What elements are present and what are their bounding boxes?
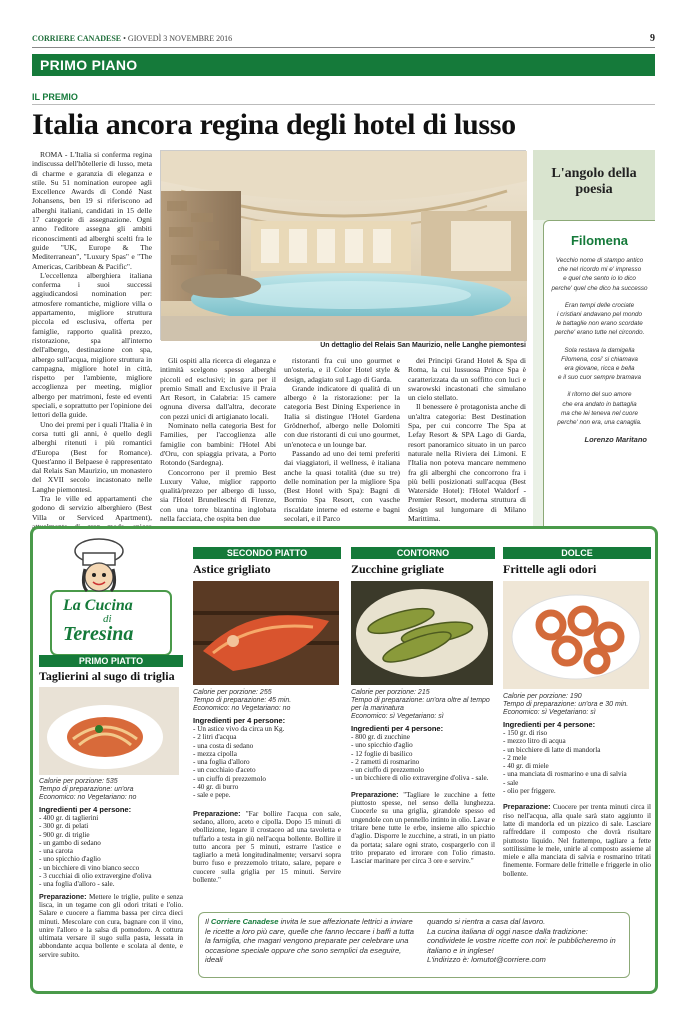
poem-author: Lorenzo Maritano xyxy=(584,435,647,445)
invitation-brand: Corriere Canadese xyxy=(210,917,279,926)
recipe-invitation-note xyxy=(198,912,630,978)
photo-caption: Un dettaglio del Relais San Maurizio, nelle Langhe piemontesi xyxy=(320,342,526,349)
invitation-body: invita le sue affezionate lettrici a inviare le ricette a loro più care, quelle che fanno leccare i baffi a tutta la famiglia, che magari vengono preparate per celebrare una occasione speciale oppure che sono semplici da eseguire, ideali xyxy=(205,917,414,965)
lobster-photo xyxy=(193,581,339,685)
article-paragraph: Tra le ville ed appartamenti che godono di servizio alberghiero (Best Villa or Serviced Apartment), xyxy=(32,493,152,522)
preparation-label: Preparazione: xyxy=(351,789,399,799)
section-title: PRIMO PIANO xyxy=(40,57,138,73)
preparation-text: "Far bollire l'acqua con sale, sedano, alloro, aceto e cipolla. Dopo 15 minuti di ebollizione, legare il crostaceo ad una tavoletta e tuffarlo a testa in giù nell'acqua bollente. Bollire il tutto ancora per 5 minuti, estrarre l'astice e tagliarlo a metà longitudinalmente; versarvi sopra burro fuso e prezzemolo tritato, salare, pepare e cuocere sulla griglia per 15 minuti. Servire bollente." xyxy=(193,809,341,885)
recipe-tag: DOLCE xyxy=(503,547,651,559)
recipe-meta: Calorie per porzione: 190 Tempo di preparazione: un'ora e 30 min. Economico: sì Vegetariano: sì xyxy=(503,693,629,716)
preparation xyxy=(503,803,651,878)
recipe-title: Zucchine grigliate xyxy=(351,562,444,576)
article-paragraph: ROMA - L'Italia si conferma regina indiscussa dell'hôtellerie di lusso, meta di charme e garanzia di eleganza e stile. Su 51 nomination europee agli Excellence Awards di Condé Nast Johansens, ben 19 si riferiscono ad alberghi italiani, candidati in 15 delle 17 categorie di assegnazione. Ogni anno l'editore assegna gli ambiti riconoscimenti ad alberghi scelti fra le guide "UK, Europe & The Mediterranean", "Luxury Spas" e "The Americas, Caribbean & Pacific". xyxy=(32,150,152,271)
poetry-corner xyxy=(533,150,655,550)
article-paragraph: Uno dei premi per i quali l'Italia è in corsa tutti gli anni, è quello degli alberghi ritenuti i più romantici d'Europa (Best for Romance). Quest'anno il Belpaese è rappresentato dal Relais San Maurizio, un monastero del XVII secolo incastonato nelle Langhe piemontesi. xyxy=(32,419,152,494)
kicker-rule xyxy=(32,104,655,105)
issue-date: • GIOVEDÌ 3 NOVEMBRE 2016 xyxy=(123,34,233,43)
preparation xyxy=(193,810,341,885)
recipe-meta: Calorie per porzione: 215 Tempo di preparazione: un'ora oltre al tempo per la marinatura Economico: sì Vegetariano: sì xyxy=(351,689,490,720)
poem-stanza: il ritorno del suo amore che era andato in battaglia ma che lei teneva nel cuore perche' non era, una canaglia. xyxy=(557,391,642,427)
preparation-text: Cuocere per trenta minuti circa il riso nell'acqua, alla quale sarà stato aggiunto il latte di mandorla ed un pizzico di sale. Lasciare raffreddare il composto che dovrà risultare piuttosto liquido. Nel frattempo, tagliare a fette sottilissime le mele, unirle al composto assieme al miele e alla manciata di salvia e rosmarino tritati finemente. Formare delle frittelle e friggerle in olio bollente. xyxy=(503,803,651,878)
recipe-tag: CONTORNO xyxy=(351,547,495,559)
recipe-title: Frittelle agli odori xyxy=(503,562,597,576)
ingredients-title: Ingredienti per 4 persone: xyxy=(503,720,596,729)
article-paragraph: dei Principi Grand Hotel & Spa di Roma, la cui lussuosa Prince Spa è caratterizzata da un soffitto con luci e swarowski incastonati che simulano un cielo stellato. xyxy=(408,356,526,403)
ingredients-list: - Un astice vivo da circa un Kg. - 2 litri d'acqua - una costa di sedano - mezza cipolla - una foglia d'alloro - un cucchiaio d'aceto - un ciuffo di prezzemolo - 40 gr. di burro - sale e pepe. xyxy=(193,725,285,800)
recipe-primo xyxy=(39,655,183,990)
logo-line-2: di xyxy=(103,613,112,625)
hotel-photo xyxy=(160,150,526,340)
paper-name: CORRIERE CANADESE xyxy=(32,34,122,43)
invitation-prefix: Il xyxy=(205,917,211,926)
ingredients-title: Ingredienti per 4 persone: xyxy=(39,805,132,814)
article-column-1 xyxy=(32,150,152,520)
recipe-secondo xyxy=(193,547,341,932)
recipe-meta: Calorie per porzione: 535 Tempo di preparazione: un'ora Economico: no Vegetariano: no xyxy=(39,778,137,801)
recipe-contorno xyxy=(351,547,495,915)
article-column-3 xyxy=(284,356,400,524)
preparation-text: Mettere le triglie, pulite e senza lisca, in un tegame con gli odori tritati e l'olio. Salare e cuocere a fiamma bassa per circa dieci minuti. Mescolare con cura, bagnare con il vino, unire l'alloro e la salsa di pomodoro. A cottura ultimata versare il sugo sulla pasta, lessata in abbondante acqua bollente e scolata al dente, e servire subito. xyxy=(39,892,183,959)
cucina-logo xyxy=(41,535,181,659)
zucchini-photo xyxy=(351,581,493,685)
invitation-text-right: quando si rientra a casa dal lavoro. La cucina italiana di oggi nasce dalla tradizione: condividete le vostre ricette con noi: le pubblicheremo in italiano e in inglese! L'indirizzo è: lomutot@corriere.com xyxy=(427,917,616,965)
article-column-4 xyxy=(408,356,526,524)
poetry-section-title: L'angolo della poesia xyxy=(551,166,637,197)
ingredients-list: - 400 gr. di taglierini - 300 gr. di pelati - 900 gr. di triglie - un gambo di sedano - una carota - uno spicchio d'aglio - un bicchiere di vino bianco secco - 3 cucchiai di olio extravergine d'oliva - una foglia d'alloro - sale. xyxy=(39,814,152,889)
poem-stanza: Vecchio nome di stampo antico che nel ricordo mi e' impresso e quel che sento io lo dico perche' quel che dico ha successo xyxy=(551,257,648,292)
article-paragraph: ristoranti fra cui uno gourmet e un'osteria, e il Color Hotel style & design, adagiato sul Lago di Garda. xyxy=(284,356,400,384)
fritters-photo xyxy=(503,581,649,689)
spa-pool-image xyxy=(161,151,527,341)
masthead-line xyxy=(32,34,232,43)
preparation-label: Preparazione: xyxy=(39,891,87,901)
article-paragraph: L'eccellenza alberghiera italiana conferma i suoi successi aggiudicandosi nomination per: atmosfere romantiche, migliore villa o appartamento, migliore struttura piccola ed esclusiva, offerta per famiglie, rapporto qualità prezzo, ristorazione, spa all'interno dell'albergo, destinazione con spa, albergo sull'acqua, migliore struttura in campagna, migliore hotel in città, rispetto per l'ambiente, migliore accoglienza per meeting, miglior albergo per matrimoni, feste ed eventi speciali, e soprattutto per l'opinione dei lettori della guide. xyxy=(32,270,152,420)
recipe-dolce xyxy=(503,547,651,915)
invitation-text-left xyxy=(205,917,420,965)
recipe-tag: PRIMO PIATTO xyxy=(39,655,183,667)
header-rule xyxy=(32,47,655,48)
article-paragraph: Nominato nella categoria Best for Families, per l'accoglienza alle famiglie con bambini: l'Hotel Abi d'Oru, con spiaggia privata, a Porto Rotondo (Sardegna). xyxy=(160,421,276,468)
logo-line-1: La Cucina xyxy=(63,597,133,614)
headline: Italia ancora regina degli hotel di lusso xyxy=(32,108,516,141)
preparation-label: Preparazione: xyxy=(193,808,241,818)
recipe-meta: Calorie per porzione: 255 Tempo di preparazione: 45 min. Economico: no Vegetariano: no xyxy=(193,689,292,712)
ingredients-title: Ingredienti per 4 persone: xyxy=(351,724,444,733)
section-bar xyxy=(32,54,655,76)
logo-line-3: Teresina xyxy=(63,623,134,645)
poem-stanza: Eran tempi delle crociate i cristiani andavano pel mondo le battaglie non erano scordate perche' erano tutte nel circondo. xyxy=(554,301,645,337)
recipe-tag: SECONDO PIATTO xyxy=(193,547,341,559)
poem-stanza: Sola restava la damigella Filomena, cosi' si chiamava era giovane, ricca e bella e il suo cuor sempre bramava xyxy=(558,346,641,382)
preparation-label: Preparazione: xyxy=(503,802,551,812)
poem-box xyxy=(543,220,655,545)
article-column-2 xyxy=(160,356,276,524)
article-paragraph: Grande indicatore di qualità di un albergo è la ristorazione: per la categoria Best Dining Experience in Italia si distingue l'Hotel Gardena Grödnerhof, albergo nelle Dolomiti con due ristoranti di cui uno gourmet, un'enoteca e un lounge bar. xyxy=(284,383,400,449)
ingredients-title: Ingredienti per 4 persone: xyxy=(193,716,286,725)
ingredients-list: - 800 gr. di zucchine - uno spicchio d'aglio - 12 foglie di basilico - 2 rametti di rosmarino - un ciuffo di prezzemolo - un bicchiere di olio extravergine d'oliva - sale. xyxy=(351,733,489,783)
poem-title: Filomena xyxy=(570,233,629,248)
preparation xyxy=(351,791,495,866)
ingredients-list: - 150 gr. di riso - mezzo litro di acqua - un bicchiere di latte di mandorla - 2 mele - 40 gr. di miele - una manciata di rosmarino e una di salvia - sale - olio per friggere. xyxy=(503,729,627,796)
page-number: 9 xyxy=(650,33,655,44)
article-paragraph: Il benessere è protagonista anche di un'altra categoria: Best Destination Spa, per cui concorre The Spa at Lefay Resort & SPA Lago di Garda, resort panoramico situato in un parco naturale nella Riviera dei Limoni. E l'Italia non poteva mancare nemmeno fra gli alberghi che concorrono fra i più belli posizionati sull'acqua (Best Waterside Hotel): l'Hotel Waldorf - Premier Resort, moderna struttura di design sul lungomare di Milano Marittima. xyxy=(408,402,526,524)
article-paragraph: Gli ospiti alla ricerca di eleganza e intimità scelgono spesso alberghi piccoli ed esclusivi; in gara per il premio Small and Exclusive il Praia Art Resort, in Calabria: 15 camere ognuna diversa dall'altra, decorate con pezzi unici di artigianato locali. xyxy=(160,356,276,421)
article-paragraph: Concorrono per il premio Best Luxury Value, miglior rapporto qualità/prezzo per albergo di lusso, sia l'Hotel Brunelleschi di Firenze, con una torre bizantina inglobata nella facciata, che ospita ben due xyxy=(160,467,276,524)
preparation-text: "Tagliare le zucchine a fette piuttosto spesse, nel senso della lunghezza. Cuocerle su una griglia, girandole spesso ed ungendole con un pennello intinto in olio. Lavar e tritare bene tutte le erbe, insieme allo spicchio d'aglio. Disporre le zucchine, a strati, in un piatto da portata; salare ogni strato, cospargerlo con il trito preparato ed irrorare con l'olio rimasto. Lasciar marinare per circa 3 ore e servire." xyxy=(351,790,496,866)
recipe-title: Astice grigliato xyxy=(193,562,271,576)
kicker: IL PREMIO xyxy=(32,92,78,102)
preparation xyxy=(39,893,183,959)
article-paragraph: Passando ad uno dei temi preferiti dai viaggiatori, il wellness, è italiana anche la quasi totalità (due su tre) delle nomination per la migliore Spa (Best Hotel with Spa): Bagni di Bormio Spa Resort, con vasche riscaldate interne ed esterne e bagni secolari, e il Parco xyxy=(284,448,400,524)
recipe-title: Taglierini al sugo di triglia xyxy=(39,669,175,683)
pasta-photo xyxy=(39,687,179,775)
